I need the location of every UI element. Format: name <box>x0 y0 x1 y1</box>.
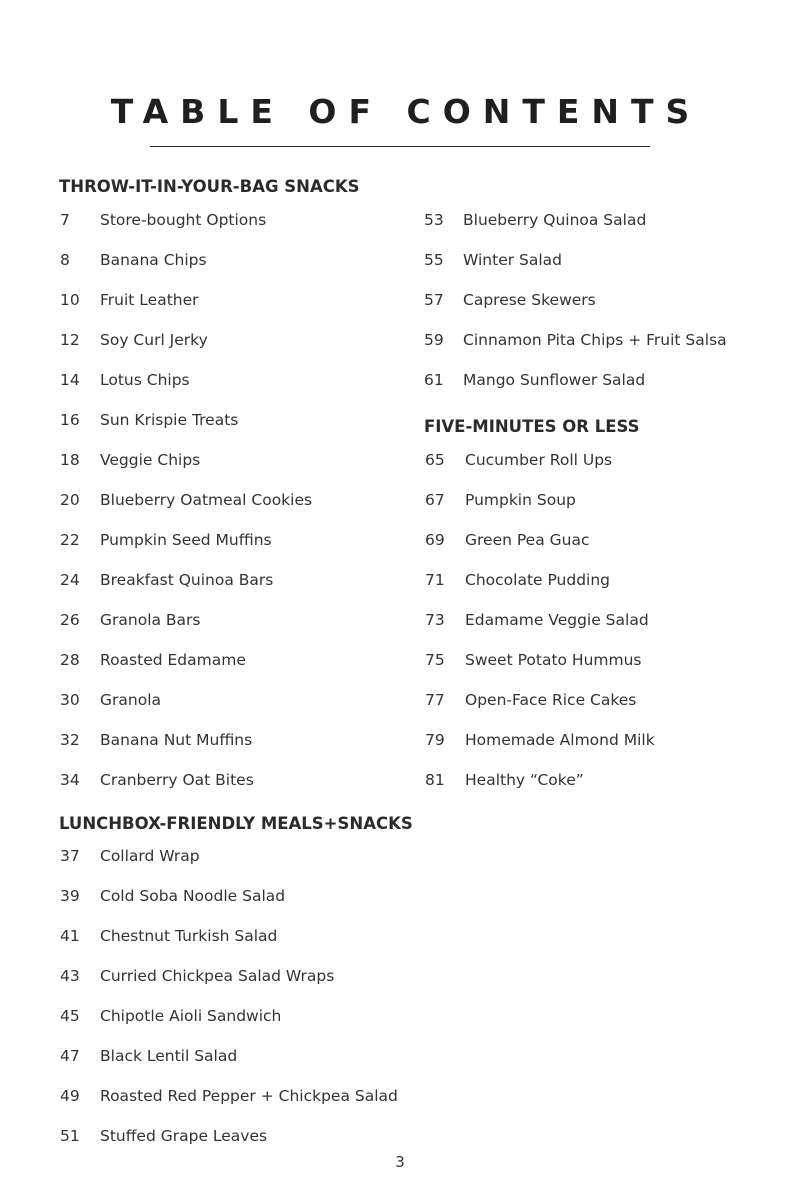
toc-entry-title: Cinnamon Pita Chips + Fruit Salsa <box>463 331 727 349</box>
toc-entry-page-number: 65 <box>425 451 445 469</box>
toc-entry-page-number: 37 <box>60 847 80 865</box>
toc-entry-page-number: 67 <box>425 491 445 509</box>
toc-entry-page-number: 41 <box>60 927 80 945</box>
toc-entry-title: Veggie Chips <box>100 451 201 469</box>
toc-entry-title: Fruit Leather <box>100 291 199 309</box>
toc-entry-title: Stuffed Grape Leaves <box>100 1127 268 1145</box>
page-number: 3 <box>395 1153 405 1171</box>
toc-entry-title: Chocolate Pudding <box>465 571 611 589</box>
toc-entry-page-number: 59 <box>424 331 444 349</box>
toc-entry-title: Chestnut Turkish Salad <box>100 927 278 945</box>
toc-entry-page-number: 47 <box>60 1047 80 1065</box>
toc-entry-page-number: 14 <box>60 371 80 389</box>
toc-entry-title: Store-bought Options <box>100 211 267 229</box>
title-divider <box>150 146 650 147</box>
toc-entry-page-number: 7 <box>60 211 70 229</box>
toc-entry-page-number: 30 <box>60 691 80 709</box>
toc-entry-page-number: 20 <box>60 491 80 509</box>
toc-entry-page-number: 53 <box>424 211 444 229</box>
toc-entry-title: Blueberry Oatmeal Cookies <box>100 491 313 509</box>
toc-entry-title: Black Lentil Salad <box>100 1047 238 1065</box>
toc-entry-title: Curried Chickpea Salad Wraps <box>100 967 335 985</box>
toc-entry-page-number: 81 <box>425 771 445 789</box>
toc-entry-page-number: 12 <box>60 331 80 349</box>
toc-entry-page-number: 75 <box>425 651 445 669</box>
toc-entry-title: Cranberry Oat Bites <box>100 771 254 789</box>
page-title: TABLE OF CONTENTS <box>110 92 702 131</box>
toc-entry-page-number: 69 <box>425 531 445 549</box>
toc-entry-page-number: 57 <box>424 291 444 309</box>
toc-entry-title: Soy Curl Jerky <box>100 331 208 349</box>
toc-entry-page-number: 45 <box>60 1007 80 1025</box>
toc-entry-page-number: 51 <box>60 1127 80 1145</box>
toc-entry-title: Edamame Veggie Salad <box>465 611 649 629</box>
toc-entry-page-number: 18 <box>60 451 80 469</box>
toc-entry-title: Caprese Skewers <box>463 291 596 309</box>
toc-entry-title: Sweet Potato Hummus <box>465 651 642 669</box>
toc-entry-page-number: 34 <box>60 771 80 789</box>
toc-entry-page-number: 77 <box>425 691 445 709</box>
toc-entry-title: Green Pea Guac <box>465 531 590 549</box>
toc-entry-title: Pumpkin Soup <box>465 491 576 509</box>
toc-entry-title: Roasted Red Pepper + Chickpea Salad <box>100 1087 398 1105</box>
toc-entry-page-number: 26 <box>60 611 80 629</box>
toc-entry-title: Chipotle Aioli Sandwich <box>100 1007 282 1025</box>
toc-entry-page-number: 16 <box>60 411 80 429</box>
toc-entry-title: Banana Nut Muffins <box>100 731 253 749</box>
toc-entry-title: Cucumber Roll Ups <box>465 451 613 469</box>
toc-entry-page-number: 61 <box>424 371 444 389</box>
toc-entry-page-number: 8 <box>60 251 70 269</box>
toc-entry-title: Banana Chips <box>100 251 207 269</box>
toc-entry-page-number: 55 <box>424 251 444 269</box>
toc-entry-title: Healthy “Coke” <box>465 771 584 789</box>
toc-entry-title: Lotus Chips <box>100 371 190 389</box>
section-heading-lunchbox-friendly: LUNCHBOX-FRIENDLY MEALS+SNACKS <box>59 814 413 833</box>
toc-entry-title: Blueberry Quinoa Salad <box>463 211 647 229</box>
toc-entry-title: Cold Soba Noodle Salad <box>100 887 286 905</box>
toc-entry-page-number: 24 <box>60 571 80 589</box>
toc-entry-title: Roasted Edamame <box>100 651 246 669</box>
toc-entry-title: Winter Salad <box>463 251 563 269</box>
toc-entry-title: Mango Sunflower Salad <box>463 371 646 389</box>
toc-entry-title: Breakfast Quinoa Bars <box>100 571 274 589</box>
toc-entry-page-number: 71 <box>425 571 445 589</box>
toc-entry-page-number: 22 <box>60 531 80 549</box>
toc-entry-title: Pumpkin Seed Muffins <box>100 531 272 549</box>
toc-entry-page-number: 79 <box>425 731 445 749</box>
toc-entry-page-number: 49 <box>60 1087 80 1105</box>
toc-entry-page-number: 28 <box>60 651 80 669</box>
section-heading-five-minutes-or-less: FIVE-MINUTES OR LESS <box>424 417 640 436</box>
toc-entry-title: Open-Face Rice Cakes <box>465 691 637 709</box>
toc-entry-page-number: 10 <box>60 291 80 309</box>
toc-entry-title: Collard Wrap <box>100 847 200 865</box>
section-heading-throw-it-in-your-bag: THROW-IT-IN-YOUR-BAG SNACKS <box>59 177 360 196</box>
toc-entry-title: Sun Krispie Treats <box>100 411 239 429</box>
toc-entry-page-number: 32 <box>60 731 80 749</box>
toc-entry-page-number: 39 <box>60 887 80 905</box>
toc-entry-page-number: 43 <box>60 967 80 985</box>
toc-entry-title: Granola <box>100 691 161 709</box>
toc-entry-title: Granola Bars <box>100 611 201 629</box>
toc-entry-page-number: 73 <box>425 611 445 629</box>
toc-entry-title: Homemade Almond Milk <box>465 731 655 749</box>
